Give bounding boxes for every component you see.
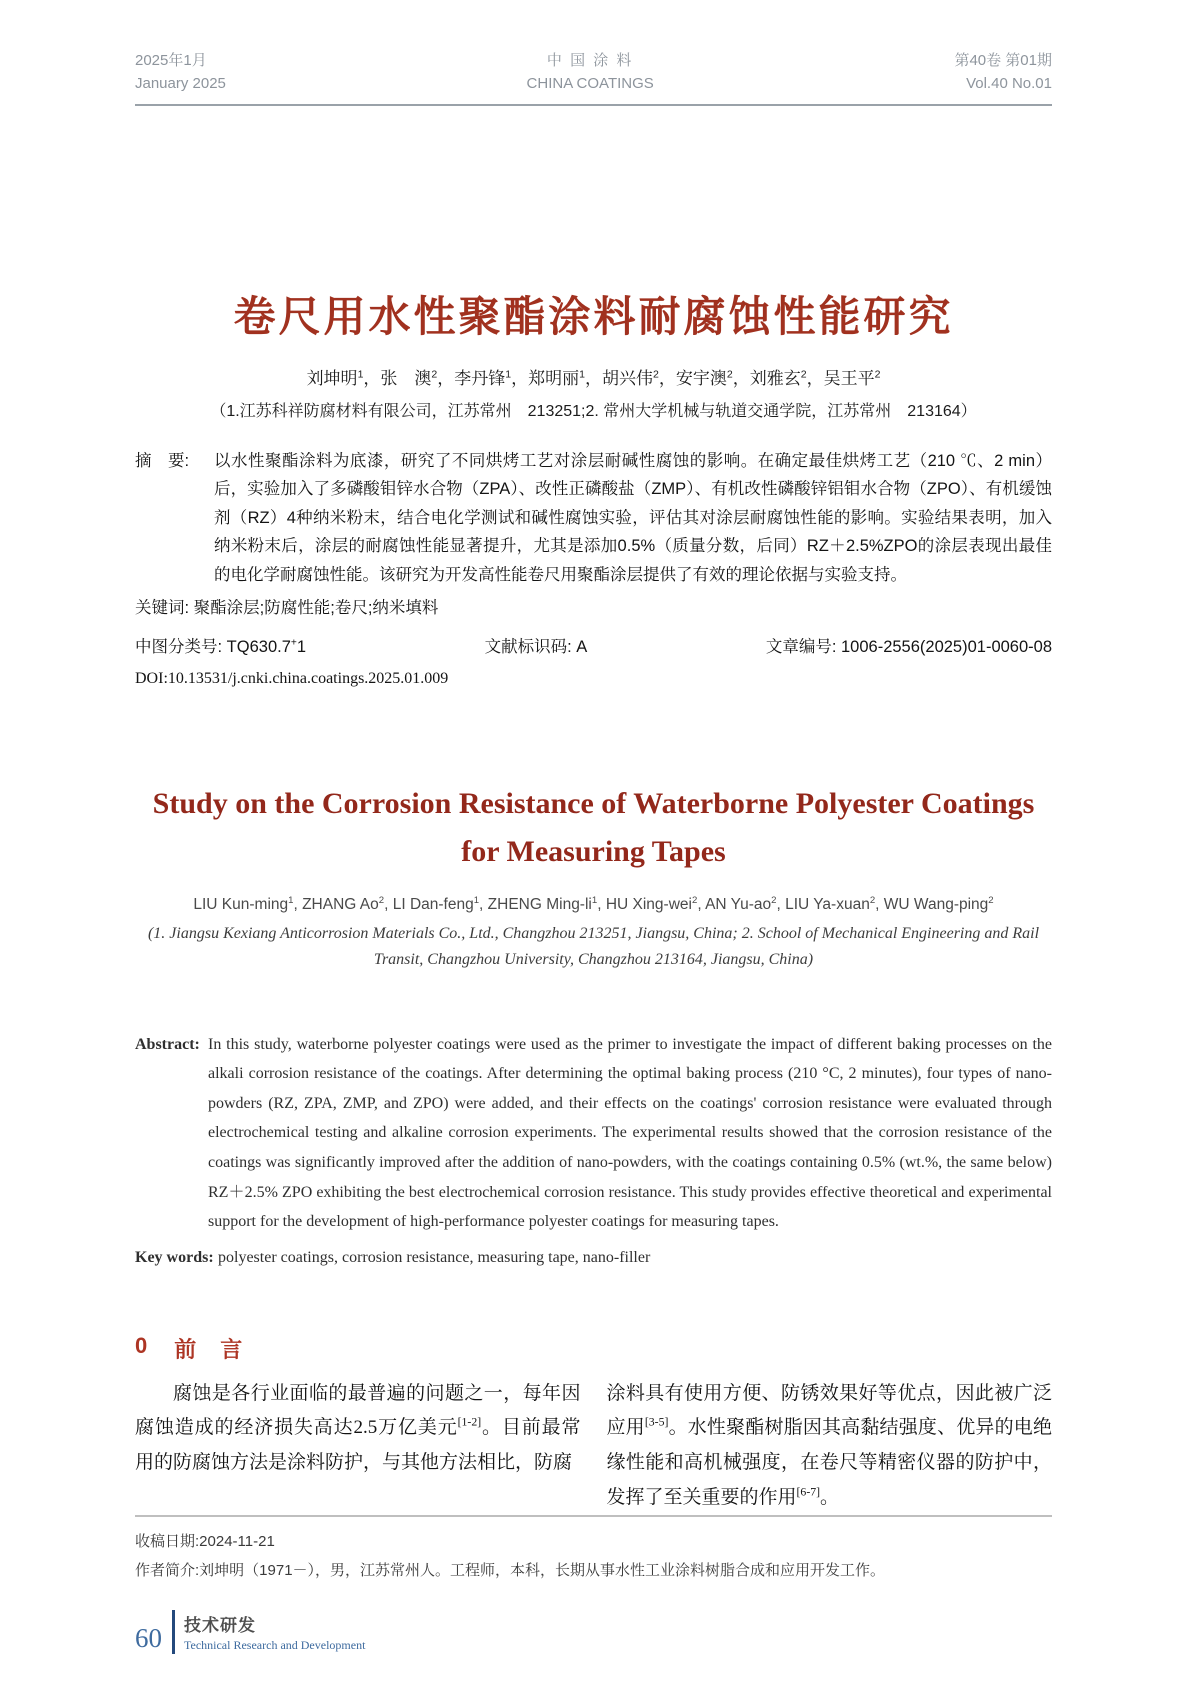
author-bio: 作者简介:刘坤明（1971－），男，江苏常州人。工程师，本科，长期从事水性工业涂料树脂合成和应用开发工作。 <box>135 1562 886 1580</box>
keywords-en-text: polyester coatings, corrosion resistance, measuring tape, nano-filler <box>218 1248 651 1266</box>
article-id: 文章编号: 1006-2556(2025)01-0060-08 <box>765 637 1052 656</box>
clc-value: TQ630.7+1 <box>226 637 307 656</box>
footnote-block <box>135 1515 1052 1586</box>
header-date-en: January 2025 <box>135 74 226 92</box>
abstract-zh-label: 摘 要: <box>135 452 194 470</box>
header-issue-zh: 第40卷 第01期 <box>954 52 1052 69</box>
keywords-zh: 关键词: 聚酯涂层;防腐性能;卷尺;纳米填料 <box>135 598 439 617</box>
section-heading <box>135 1333 1052 1364</box>
page-number: 60 <box>135 1622 162 1653</box>
affiliation-zh: （1.江苏科祥防腐材料有限公司，江苏常州 213251;2. 常州大学机械与轨道交通学院，江苏常州 213164） <box>210 403 977 420</box>
clc-number <box>135 633 306 657</box>
section-number: 0 <box>135 1332 149 1358</box>
body-column-right <box>607 1377 1053 1515</box>
footer-divider-bar <box>172 1610 175 1654</box>
abstract-zh-text: 以水性聚酯涂料为底漆，研究了不同烘烤工艺对涂层耐碱性腐蚀的影响。在确定最佳烘烤工艺（210 ℃、2 min）后，实验加入了多磷酸钼锌水合物（ZPA）、改性正磷酸盐（ZMP）、有机改性磷酸锌铝钼水合物（ZPO）、有机缓蚀剂（RZ）4种纳米粉末，结合电化学测试和碱性腐蚀实验，评估其对涂层耐腐蚀性能的影响。实验结果表明，加入纳米粉末后，涂层的耐腐蚀性能显著提升，尤其是添加0.5%（质量分数，后同）RZ＋2.5%ZPO的涂层表现出最佳的电化学耐腐蚀性能。该研究为开发高性能卷尺用聚酯涂层提供了有效的理论依据与实验支持。 <box>214 452 1052 584</box>
page-footer <box>135 1610 1052 1654</box>
journal-header <box>135 50 1052 106</box>
header-journal-name <box>527 50 654 95</box>
header-issue-en: Vol.40 No.01 <box>966 74 1052 92</box>
received-date: 收稿日期:2024-11-21 <box>135 1533 275 1551</box>
classification-row <box>135 633 1052 657</box>
header-journal-en: CHINA COATINGS <box>526 74 654 92</box>
header-journal-zh: 中 国 涂 料 <box>546 52 634 69</box>
article-title-zh: 卷尺用水性聚酯涂料耐腐蚀性能研究 <box>233 293 954 340</box>
header-issue <box>954 50 1052 95</box>
page-bottom <box>135 1515 1052 1692</box>
header-date <box>135 50 226 95</box>
abstract-en <box>135 1030 1052 1237</box>
body-column-left <box>135 1377 581 1515</box>
abstract-zh <box>135 447 1052 589</box>
body-paragraph-right: 涂料具有使用方便、防锈效果好等优点，因此被广泛应用[3-5]。水性聚酯树脂因其高黏结强度、优异的电绝缘性能和高机械强度，在卷尺等精密仪器的防护中，发挥了至关重要的作用[6-7]。 <box>606 1382 1052 1508</box>
document-code: 文献标识码: A <box>484 637 588 656</box>
keywords-en <box>135 1249 1052 1267</box>
header-date-zh: 2025年1月 <box>135 52 207 69</box>
abstract-en-label: Abstract: <box>135 1035 200 1053</box>
abstract-en-text: In this study, waterborne polyester coatings were used as the primer to investigate the impact of different baking processes on the alkali corrosion resistance of the coatings. After determining the optimal baking process (210 °C, 2 minutes), four types of nano-powders (RZ, ZPA, ZMP, and ZPO) were added, and their effects on the coatings' corrosion resistance were evaluated through electrochemical testing and alkaline corrosion experiments. The experimental results showed that the corrosion resistance of the coatings was significantly improved after the addition of nano-powders, with the coatings containing 0.5% (wt.%, the same below) RZ＋2.5% ZPO exhibiting the best electrochemical corrosion resistance. This study provides effective theoretical and experimental support for the development of high-performance polyester coatings for measuring tapes. <box>208 1035 1052 1231</box>
doi: DOI:10.13531/j.cnki.china.coatings.2025.01.009 <box>135 669 449 687</box>
section-title: 前 言 <box>174 1336 244 1362</box>
affiliation-en: (1. Jiangsu Kexiang Anticorrosion Materials Co., Ltd., Changzhou 213251, Jiangsu, China; 2. School of Mechanical Engineering and Rail Transit, Changzhou University, Changzhou 213164, Jiangsu, China) <box>147 924 1040 969</box>
footer-column-en: Technical Research and Development <box>184 1637 366 1652</box>
keywords-en-label: Key words: <box>135 1248 214 1266</box>
clc-label: 中图分类号: <box>135 637 227 656</box>
body-columns <box>135 1377 1052 1515</box>
footer-column-zh: 技术研发 <box>184 1615 256 1635</box>
article-title-en: Study on the Corrosion Resistance of Waterborne Polyester Coatings for Measuring Tapes <box>152 786 1035 868</box>
authors-en: LIU Kun-ming$^1$, ZHANG Ao$^2$, LI Dan-feng$^1$, ZHENG Ming-$li^1$, HU Xing-wei$^2$, AN $Yu-ao^2$, LIU Ya-xuan$^2$, WU Wang-ping$^2$ <box>193 894 994 913</box>
authors-zh: 刘坤明$^1$，张 澳$^2$，李丹锋$^1$，郑明丽$^1$，胡兴伟$^2$，安宇澳$^2$，刘雅玄$^2$，吴王平$^2$ <box>306 368 881 388</box>
footer-column-name <box>184 1611 365 1653</box>
body-paragraph-left: 腐蚀是各行业面临的最普遍的问题之一，每年因腐蚀造成的经济损失高达2.5万亿美元[1-2]。目前最常用的防腐蚀方法是涂料防护，与其他方法相比，防腐 <box>135 1382 581 1473</box>
